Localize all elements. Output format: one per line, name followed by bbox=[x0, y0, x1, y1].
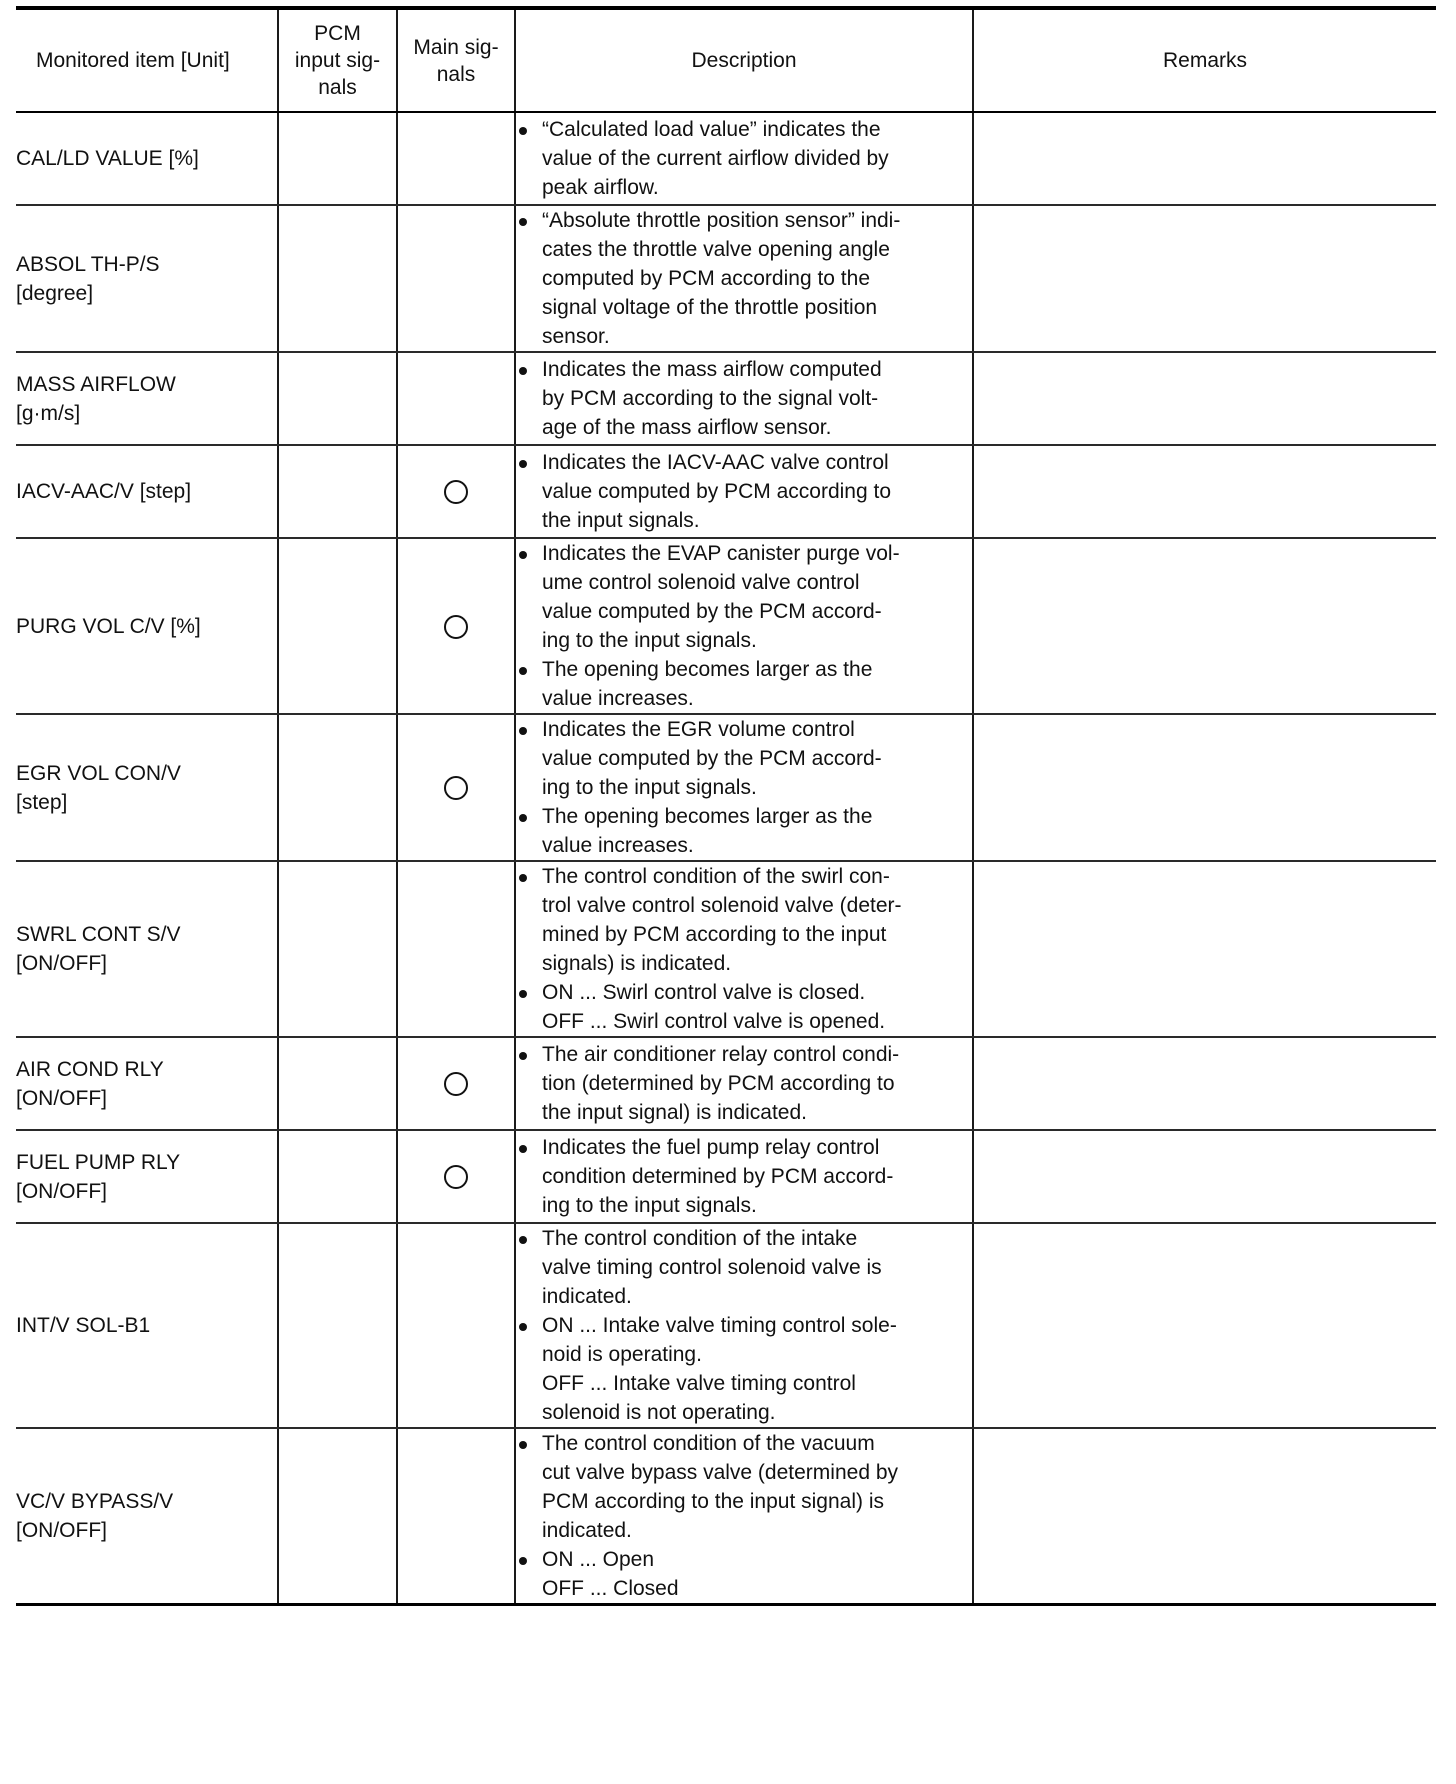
circle-mark-icon bbox=[444, 480, 468, 504]
description-line: value computed by the PCM accord- bbox=[542, 747, 882, 770]
remarks-cell bbox=[973, 445, 1436, 538]
description-line: The air conditioner relay control condi- bbox=[542, 1043, 900, 1066]
remarks-cell bbox=[973, 538, 1436, 714]
pcm-input-cell bbox=[278, 352, 397, 445]
description-bullet bbox=[516, 1429, 972, 1545]
circle-mark-icon bbox=[444, 1072, 468, 1096]
table-row bbox=[16, 714, 1436, 861]
header-main-line: Main sig- bbox=[413, 35, 499, 59]
description-line: noid is operating. bbox=[542, 1343, 702, 1366]
description-line: The control condition of the vacuum bbox=[542, 1432, 875, 1455]
description-line: signal voltage of the throttle position bbox=[542, 296, 878, 319]
header-remarks: Remarks bbox=[973, 8, 1436, 112]
pcm-input-cell bbox=[278, 445, 397, 538]
pcm-input-cell bbox=[278, 205, 397, 352]
pcm-input-cell bbox=[278, 861, 397, 1037]
remarks-cell bbox=[973, 1037, 1436, 1130]
table-row bbox=[16, 445, 1436, 538]
description-line: indicated. bbox=[542, 1519, 632, 1542]
description-list bbox=[516, 1429, 972, 1603]
header-pcm-input-signals bbox=[278, 8, 397, 112]
description-line: indicated. bbox=[542, 1285, 632, 1308]
header-description: Description bbox=[515, 8, 973, 112]
table-row bbox=[16, 1037, 1436, 1130]
monitored-item-label: PURG VOL C/V [%] bbox=[16, 614, 201, 638]
header-pcm-line: PCM bbox=[314, 22, 361, 45]
description-list bbox=[516, 862, 972, 1036]
description-line: ume control solenoid valve control bbox=[542, 571, 860, 594]
monitored-item-label: FUEL PUMP RLY bbox=[16, 1150, 181, 1174]
circle-mark-icon bbox=[444, 1165, 468, 1189]
description-line: mined by PCM according to the input bbox=[542, 923, 887, 946]
description-list bbox=[516, 355, 972, 442]
description-bullet bbox=[516, 1040, 972, 1127]
remarks-cell bbox=[973, 205, 1436, 352]
monitored-item-cell bbox=[16, 112, 278, 205]
description-line: OFF ... Swirl control valve is opened. bbox=[542, 1010, 886, 1033]
description-list bbox=[516, 1040, 972, 1127]
circle-mark-icon bbox=[444, 615, 468, 639]
monitored-item-label: AIR COND RLY bbox=[16, 1057, 164, 1081]
description-cell bbox=[515, 445, 973, 538]
description-line: value computed by PCM according to bbox=[542, 480, 892, 503]
description-cell bbox=[515, 352, 973, 445]
description-list bbox=[516, 206, 972, 351]
description-cell bbox=[515, 1223, 973, 1428]
monitored-item-label: MASS AIRFLOW bbox=[16, 372, 176, 396]
description-line: the input signal) is indicated. bbox=[542, 1101, 807, 1124]
main-signal-cell bbox=[397, 714, 515, 861]
description-bullet bbox=[516, 448, 972, 535]
table-row bbox=[16, 1223, 1436, 1428]
description-cell bbox=[515, 861, 973, 1037]
description-list bbox=[516, 448, 972, 535]
pcm-input-cell bbox=[278, 714, 397, 861]
pcm-input-cell bbox=[278, 538, 397, 714]
table-row bbox=[16, 352, 1436, 445]
description-line: condition determined by PCM accord- bbox=[542, 1165, 894, 1188]
monitored-item-label: [ON/OFF] bbox=[16, 1086, 107, 1110]
description-line: The opening becomes larger as the bbox=[542, 805, 873, 828]
description-line: The opening becomes larger as the bbox=[542, 658, 873, 681]
pcm-input-cell bbox=[278, 1130, 397, 1223]
description-bullet bbox=[516, 715, 972, 802]
description-bullet bbox=[516, 802, 972, 860]
monitored-item-label: EGR VOL CON/V bbox=[16, 761, 181, 785]
monitored-item-label: [degree] bbox=[16, 281, 94, 305]
description-cell bbox=[515, 714, 973, 861]
description-cell bbox=[515, 1130, 973, 1223]
description-list bbox=[516, 1133, 972, 1220]
description-cell bbox=[515, 1037, 973, 1130]
main-signal-cell bbox=[397, 861, 515, 1037]
circle-mark-icon bbox=[444, 776, 468, 800]
monitored-item-label: CAL/LD VALUE [%] bbox=[16, 147, 199, 170]
description-list bbox=[516, 539, 972, 713]
description-line: OFF ... Closed bbox=[542, 1577, 679, 1600]
main-signal-cell bbox=[397, 112, 515, 205]
monitored-item-label: [ON/OFF] bbox=[16, 1179, 107, 1203]
monitored-item-label: [ON/OFF] bbox=[16, 952, 107, 975]
table-row bbox=[16, 112, 1436, 205]
table-header bbox=[16, 8, 1436, 112]
description-line: ON ... Swirl control valve is closed. bbox=[542, 981, 866, 1004]
header-main-signals bbox=[397, 8, 515, 112]
description-line: value computed by the PCM accord- bbox=[542, 600, 882, 623]
header-pcm-line: input sig- bbox=[294, 49, 381, 72]
description-bullet bbox=[516, 1545, 972, 1603]
monitored-item-label: [g·m/s] bbox=[16, 401, 81, 425]
main-signal-cell bbox=[397, 1130, 515, 1223]
description-cell bbox=[515, 112, 973, 205]
description-line: by PCM according to the signal volt- bbox=[542, 387, 879, 410]
monitored-item-label: [step] bbox=[16, 790, 68, 814]
main-signal-cell bbox=[397, 1428, 515, 1605]
description-cell bbox=[515, 538, 973, 714]
description-line: age of the mass airflow sensor. bbox=[542, 416, 832, 439]
description-bullet bbox=[516, 655, 972, 713]
description-line: cut valve bypass valve (determined by bbox=[542, 1461, 899, 1484]
remarks-cell bbox=[973, 714, 1436, 861]
monitored-item-label: ABSOL TH-P/S bbox=[16, 252, 160, 276]
monitored-item-cell bbox=[16, 1037, 278, 1130]
monitored-item-label: VC/V BYPASS/V bbox=[16, 1490, 174, 1513]
description-line: signals) is indicated. bbox=[542, 952, 732, 975]
pcm-input-cell bbox=[278, 1223, 397, 1428]
main-signal-cell bbox=[397, 445, 515, 538]
table-row bbox=[16, 538, 1436, 714]
monitored-item-cell bbox=[16, 445, 278, 538]
description-list bbox=[516, 115, 972, 202]
description-line: “Calculated load value” indicates the bbox=[542, 118, 881, 141]
description-line: ing to the input signals. bbox=[542, 776, 757, 799]
table-body bbox=[16, 112, 1436, 1605]
description-bullet bbox=[516, 355, 972, 442]
description-line: Indicates the EVAP canister purge vol- bbox=[542, 542, 900, 565]
description-cell bbox=[515, 1428, 973, 1605]
monitored-item-cell bbox=[16, 1223, 278, 1428]
description-bullet bbox=[516, 115, 972, 202]
description-line: trol valve control solenoid valve (deter- bbox=[542, 894, 902, 917]
table-row bbox=[16, 205, 1436, 352]
description-line: tion (determined by PCM according to bbox=[542, 1072, 895, 1095]
main-signal-cell bbox=[397, 352, 515, 445]
header-pcm-line: nals bbox=[318, 76, 357, 99]
description-bullet bbox=[516, 539, 972, 655]
description-line: ing to the input signals. bbox=[542, 629, 757, 652]
description-line: sensor. bbox=[542, 325, 610, 348]
description-list bbox=[516, 715, 972, 860]
description-line: value of the current airflow divided by bbox=[542, 147, 889, 170]
pcm-input-cell bbox=[278, 112, 397, 205]
description-line: The control condition of the swirl con- bbox=[542, 865, 890, 888]
description-line: value increases. bbox=[542, 834, 694, 857]
description-bullet bbox=[516, 1133, 972, 1220]
main-signal-cell bbox=[397, 205, 515, 352]
main-signal-cell bbox=[397, 1037, 515, 1130]
main-signal-cell bbox=[397, 1223, 515, 1428]
remarks-cell bbox=[973, 1130, 1436, 1223]
monitored-item-label: INT/V SOL-B1 bbox=[16, 1314, 151, 1337]
header-monitored-item: Monitored item [Unit] bbox=[16, 8, 278, 112]
table-row bbox=[16, 1130, 1436, 1223]
data-monitor-table bbox=[16, 6, 1436, 1606]
description-line: ON ... Intake valve timing control sole- bbox=[542, 1314, 897, 1337]
description-bullet bbox=[516, 1224, 972, 1311]
monitored-item-cell bbox=[16, 1130, 278, 1223]
main-signal-cell bbox=[397, 538, 515, 714]
description-line: PCM according to the input signal) is bbox=[542, 1490, 884, 1513]
monitored-item-label: SWRL CONT S/V bbox=[16, 923, 181, 946]
remarks-cell bbox=[973, 352, 1436, 445]
remarks-cell bbox=[973, 861, 1436, 1037]
remarks-cell bbox=[973, 1428, 1436, 1605]
description-bullet bbox=[516, 206, 972, 351]
description-list bbox=[516, 1224, 972, 1427]
monitored-item-cell bbox=[16, 352, 278, 445]
description-line: value increases. bbox=[542, 687, 694, 710]
description-line: valve timing control solenoid valve is bbox=[542, 1256, 882, 1279]
description-line: solenoid is not operating. bbox=[542, 1401, 776, 1424]
remarks-cell bbox=[973, 112, 1436, 205]
monitored-item-cell bbox=[16, 861, 278, 1037]
description-line: ing to the input signals. bbox=[542, 1194, 757, 1217]
table-row bbox=[16, 861, 1436, 1037]
monitored-item-label: IACV-AAC/V [step] bbox=[16, 480, 192, 503]
description-line: cates the throttle valve opening angle bbox=[542, 238, 890, 261]
description-line: Indicates the mass airflow computed bbox=[542, 358, 882, 381]
description-line: Indicates the EGR volume control bbox=[542, 718, 855, 741]
description-line: OFF ... Intake valve timing control bbox=[542, 1372, 856, 1395]
description-cell bbox=[515, 205, 973, 352]
pcm-input-cell bbox=[278, 1037, 397, 1130]
description-bullet bbox=[516, 978, 972, 1036]
monitored-item-cell bbox=[16, 538, 278, 714]
description-line: “Absolute throttle position sensor” indi- bbox=[542, 209, 901, 232]
description-line: Indicates the IACV-AAC valve control bbox=[542, 451, 889, 474]
description-bullet bbox=[516, 1311, 972, 1427]
pcm-input-cell bbox=[278, 1428, 397, 1605]
monitored-item-cell bbox=[16, 1428, 278, 1605]
description-line: the input signals. bbox=[542, 509, 700, 532]
header-main-line: nals bbox=[436, 62, 476, 86]
description-line: computed by PCM according to the bbox=[542, 267, 871, 290]
description-line: The control condition of the intake bbox=[542, 1227, 858, 1250]
table-row bbox=[16, 1428, 1436, 1605]
description-line: ON ... Open bbox=[542, 1548, 655, 1571]
monitored-item-label: [ON/OFF] bbox=[16, 1519, 107, 1542]
description-line: peak airflow. bbox=[542, 176, 659, 199]
monitored-item-cell bbox=[16, 714, 278, 861]
header-row bbox=[16, 8, 1436, 112]
remarks-cell bbox=[973, 1223, 1436, 1428]
description-line: Indicates the fuel pump relay control bbox=[542, 1136, 880, 1159]
description-bullet bbox=[516, 862, 972, 978]
monitored-item-cell bbox=[16, 205, 278, 352]
